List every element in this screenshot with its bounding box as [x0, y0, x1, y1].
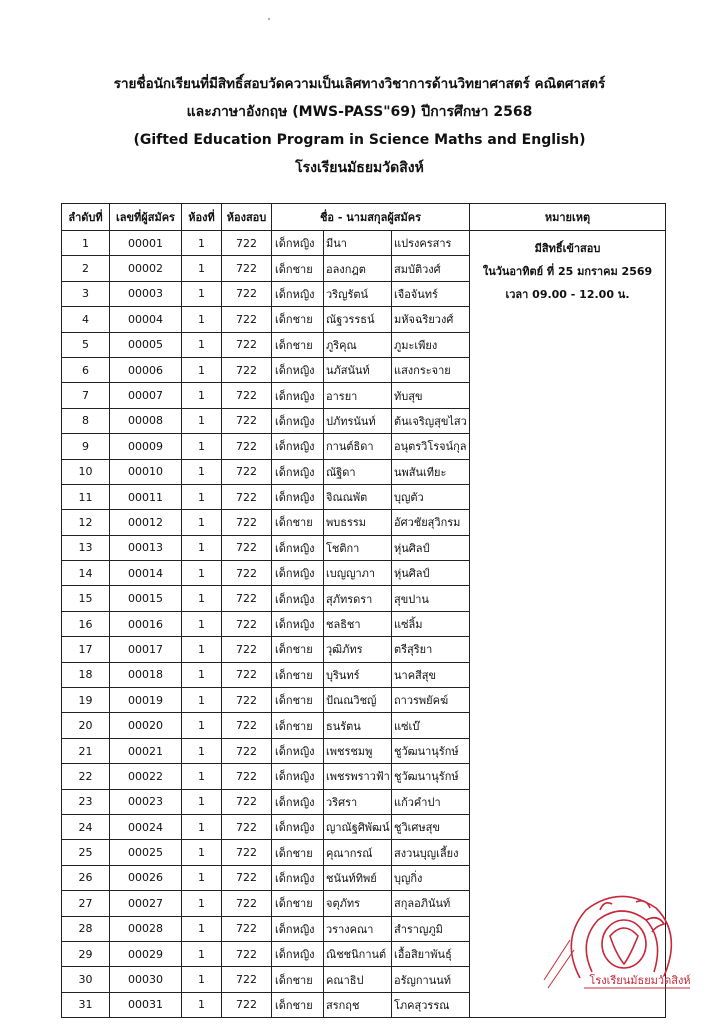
cell-room: 1 [182, 713, 222, 738]
cell-title: เด็กหญิง [272, 281, 324, 306]
cell-no: 9 [62, 434, 110, 459]
cell-first-name: บุรินทร์ [324, 662, 392, 687]
cell-no: 31 [62, 992, 110, 1017]
cell-title: เด็กชาย [272, 332, 324, 357]
cell-first-name: โชติกา [324, 535, 392, 560]
cell-room: 1 [182, 510, 222, 535]
cell-first-name: ญาณัฐศิพัฒน์ [324, 814, 392, 839]
cell-last-name: แก้วคำปา [392, 789, 470, 814]
cell-no: 1 [62, 231, 110, 256]
cell-first-name: อลงกฎต [324, 256, 392, 281]
cell-exam-room: 722 [222, 535, 272, 560]
cell-no: 14 [62, 561, 110, 586]
cell-app-no: 00008 [110, 408, 182, 433]
cell-exam-room: 722 [222, 332, 272, 357]
scan-speck [268, 18, 270, 20]
cell-last-name: โภคสุวรรณ [392, 992, 470, 1017]
cell-title: เด็กหญิง [272, 738, 324, 763]
cell-exam-room: 722 [222, 459, 272, 484]
cell-room: 1 [182, 865, 222, 890]
cell-last-name: แซ่เบ๊ [392, 713, 470, 738]
cell-no: 23 [62, 789, 110, 814]
cell-app-no: 00027 [110, 891, 182, 916]
cell-app-no: 00031 [110, 992, 182, 1017]
cell-no: 22 [62, 764, 110, 789]
cell-first-name: ชนันท์ทิพย์ [324, 865, 392, 890]
cell-room: 1 [182, 357, 222, 382]
cell-title: เด็กชาย [272, 688, 324, 713]
cell-no: 27 [62, 891, 110, 916]
cell-first-name: คณาธิป [324, 967, 392, 992]
cell-app-no: 00020 [110, 713, 182, 738]
cell-last-name: หุ่นศิลป์ [392, 535, 470, 560]
cell-app-no: 00019 [110, 688, 182, 713]
cell-first-name: จตุภัทร [324, 891, 392, 916]
cell-first-name: ปัณณวิชญ์ [324, 688, 392, 713]
cell-room: 1 [182, 814, 222, 839]
cell-title: เด็กหญิง [272, 586, 324, 611]
cell-no: 30 [62, 967, 110, 992]
cell-room: 1 [182, 561, 222, 586]
cell-app-no: 00016 [110, 611, 182, 636]
cell-exam-room: 722 [222, 688, 272, 713]
cell-room: 1 [182, 764, 222, 789]
cell-title: เด็กหญิง [272, 561, 324, 586]
cell-title: เด็กหญิง [272, 789, 324, 814]
cell-no: 12 [62, 510, 110, 535]
cell-no: 21 [62, 738, 110, 763]
cell-exam-room: 722 [222, 967, 272, 992]
cell-exam-room: 722 [222, 231, 272, 256]
remark-line2: ในวันอาทิตย์ ที่ 25 มกราคม 2569 [482, 265, 653, 278]
cell-app-no: 00007 [110, 383, 182, 408]
cell-last-name: แปรงครสาร [392, 231, 470, 256]
cell-title: เด็กหญิง [272, 484, 324, 509]
cell-last-name: ตรีสุริยา [392, 637, 470, 662]
cell-first-name: ภูริคุณ [324, 332, 392, 357]
cell-app-no: 00005 [110, 332, 182, 357]
cell-room: 1 [182, 941, 222, 966]
cell-title: เด็กชาย [272, 662, 324, 687]
cell-first-name: อารยา [324, 383, 392, 408]
cell-exam-room: 722 [222, 814, 272, 839]
cell-app-no: 00012 [110, 510, 182, 535]
cell-first-name: สุภัทรดรา [324, 586, 392, 611]
cell-room: 1 [182, 637, 222, 662]
cell-title: เด็กชาย [272, 510, 324, 535]
cell-title: เด็กหญิง [272, 459, 324, 484]
cell-exam-room: 722 [222, 434, 272, 459]
cell-no: 7 [62, 383, 110, 408]
cell-title: เด็กหญิง [272, 357, 324, 382]
table-row [62, 231, 666, 256]
cell-exam-room: 722 [222, 738, 272, 763]
cell-title: เด็กชาย [272, 713, 324, 738]
title-line-1: รายชื่อนักเรียนที่มีสิทธิ์สอบวัดความเป็นเลิศทางวิชาการด้านวิทยาศาสตร์ คณิตศาสตร์ [113, 76, 606, 92]
cell-room: 1 [182, 383, 222, 408]
cell-last-name: บุญตัว [392, 484, 470, 509]
cell-first-name: ธนรัตน [324, 713, 392, 738]
school-name: โรงเรียนมัธยมวัดสิงห์ [295, 160, 424, 176]
cell-exam-room: 722 [222, 611, 272, 636]
cell-exam-room: 722 [222, 586, 272, 611]
cell-title: เด็กชาย [272, 256, 324, 281]
table-header-row [62, 204, 666, 231]
cell-room: 1 [182, 408, 222, 433]
cell-exam-room: 722 [222, 764, 272, 789]
cell-room: 1 [182, 586, 222, 611]
cell-no: 6 [62, 357, 110, 382]
cell-title: เด็กหญิง [272, 434, 324, 459]
cell-last-name: หุ่นศิลป์ [392, 561, 470, 586]
cell-first-name: เพชรพราวฟ้า [324, 764, 392, 789]
cell-app-no: 00028 [110, 916, 182, 941]
cell-last-name: ทับสุข [392, 383, 470, 408]
cell-last-name: อัศวชัยสุวิกรม [392, 510, 470, 535]
remark-line3: เวลา 09.00 - 12.00 น. [505, 288, 630, 301]
col-header-exam-room: ห้องสอบ [222, 204, 272, 231]
cell-room: 1 [182, 281, 222, 306]
cell-no: 20 [62, 713, 110, 738]
cell-exam-room: 722 [222, 662, 272, 687]
cell-first-name: วุฒิภัทร [324, 637, 392, 662]
cell-no: 29 [62, 941, 110, 966]
cell-last-name: ชูวัฒนานุรักษ์ [392, 764, 470, 789]
cell-title: เด็กชาย [272, 840, 324, 865]
cell-first-name: เพชรชมพู [324, 738, 392, 763]
cell-last-name: ภูมะเพียง [392, 332, 470, 357]
cell-last-name: ถาวรพยัคฆ์ [392, 688, 470, 713]
cell-room: 1 [182, 459, 222, 484]
cell-first-name: มีนา [324, 231, 392, 256]
cell-first-name: ปภัทรนันท์ [324, 408, 392, 433]
cell-last-name: สุขปาน [392, 586, 470, 611]
school-seal-stamp [540, 880, 700, 1000]
cell-title: เด็กหญิง [272, 383, 324, 408]
cell-app-no: 00001 [110, 231, 182, 256]
cell-first-name: กานต์ธิดา [324, 434, 392, 459]
cell-exam-room: 722 [222, 637, 272, 662]
cell-room: 1 [182, 840, 222, 865]
cell-title: เด็กหญิง [272, 231, 324, 256]
cell-no: 18 [62, 662, 110, 687]
cell-no: 3 [62, 281, 110, 306]
cell-last-name: สกุลอภินันท์ [392, 891, 470, 916]
cell-room: 1 [182, 916, 222, 941]
cell-app-no: 00025 [110, 840, 182, 865]
cell-no: 25 [62, 840, 110, 865]
cell-last-name: อนุตรวิโรจน์กุล [392, 434, 470, 459]
cell-room: 1 [182, 256, 222, 281]
cell-no: 10 [62, 459, 110, 484]
cell-last-name: นาคสีสุข [392, 662, 470, 687]
cell-exam-room: 722 [222, 307, 272, 332]
cell-no: 16 [62, 611, 110, 636]
cell-app-no: 00014 [110, 561, 182, 586]
title-line-3: (Gifted Education Program in Science Maths and English) [133, 132, 586, 148]
cell-room: 1 [182, 738, 222, 763]
cell-first-name: ชลธิชา [324, 611, 392, 636]
cell-exam-room: 722 [222, 357, 272, 382]
cell-first-name: จิณณพัต [324, 484, 392, 509]
cell-last-name: แซ่ลิ้ม [392, 611, 470, 636]
cell-title: เด็กหญิง [272, 865, 324, 890]
cell-exam-room: 722 [222, 383, 272, 408]
remark-line1: มีสิทธิ์เข้าสอบ [534, 242, 601, 255]
cell-no: 13 [62, 535, 110, 560]
cell-last-name: สำราญภูมิ [392, 916, 470, 941]
cell-last-name: เจือจันทร์ [392, 281, 470, 306]
cell-app-no: 00010 [110, 459, 182, 484]
col-header-no: ลำดับที่ [62, 204, 110, 231]
cell-exam-room: 722 [222, 281, 272, 306]
cell-title: เด็กหญิง [272, 814, 324, 839]
cell-room: 1 [182, 484, 222, 509]
cell-no: 4 [62, 307, 110, 332]
cell-exam-room: 722 [222, 789, 272, 814]
cell-app-no: 00024 [110, 814, 182, 839]
cell-exam-room: 722 [222, 256, 272, 281]
cell-title: เด็กหญิง [272, 408, 324, 433]
cell-last-name: เอื้อสิยาพันธุ์ [392, 941, 470, 966]
cell-room: 1 [182, 611, 222, 636]
cell-title: เด็กชาย [272, 637, 324, 662]
cell-exam-room: 722 [222, 408, 272, 433]
cell-room: 1 [182, 891, 222, 916]
cell-first-name: สรกฤช [324, 992, 392, 1017]
cell-app-no: 00023 [110, 789, 182, 814]
cell-no: 19 [62, 688, 110, 713]
cell-room: 1 [182, 662, 222, 687]
cell-last-name: แสงกระจาย [392, 357, 470, 382]
remark-text [470, 231, 665, 306]
cell-app-no: 00011 [110, 484, 182, 509]
cell-app-no: 00003 [110, 281, 182, 306]
stamp-text: โรงเรียนมัธยมวัดสิงห์ [589, 974, 691, 987]
cell-no: 11 [62, 484, 110, 509]
cell-exam-room: 722 [222, 865, 272, 890]
cell-first-name: ณัฐวรรธน์ [324, 307, 392, 332]
cell-title: เด็กชาย [272, 967, 324, 992]
cell-first-name: เบญญาภา [324, 561, 392, 586]
cell-exam-room: 722 [222, 840, 272, 865]
cell-app-no: 00009 [110, 434, 182, 459]
cell-exam-room: 722 [222, 992, 272, 1017]
cell-last-name: ชูวัฒนานุรักษ์ [392, 738, 470, 763]
cell-room: 1 [182, 307, 222, 332]
cell-exam-room: 722 [222, 891, 272, 916]
cell-app-no: 00006 [110, 357, 182, 382]
cell-last-name: อรัญกานนท์ [392, 967, 470, 992]
cell-no: 26 [62, 865, 110, 890]
cell-last-name: บุญกิ่ง [392, 865, 470, 890]
cell-first-name: วริญรัตน์ [324, 281, 392, 306]
cell-no: 15 [62, 586, 110, 611]
col-header-room: ห้องที่ [182, 204, 222, 231]
cell-room: 1 [182, 789, 222, 814]
cell-title: เด็กหญิง [272, 916, 324, 941]
col-header-app-no: เลขที่ผู้สมัคร [110, 204, 182, 231]
cell-room: 1 [182, 688, 222, 713]
cell-app-no: 00029 [110, 941, 182, 966]
cell-no: 24 [62, 814, 110, 839]
cell-exam-room: 722 [222, 561, 272, 586]
col-header-remark: หมายเหตุ [470, 204, 666, 231]
cell-first-name: นภัสนันท์ [324, 357, 392, 382]
cell-first-name: วริศรา [324, 789, 392, 814]
cell-exam-room: 722 [222, 713, 272, 738]
cell-room: 1 [182, 231, 222, 256]
cell-last-name: นพสันเทียะ [392, 459, 470, 484]
cell-no: 2 [62, 256, 110, 281]
cell-title: เด็กหญิง [272, 764, 324, 789]
cell-app-no: 00004 [110, 307, 182, 332]
cell-no: 5 [62, 332, 110, 357]
cell-room: 1 [182, 434, 222, 459]
cell-app-no: 00026 [110, 865, 182, 890]
cell-title: เด็กหญิง [272, 535, 324, 560]
cell-title: เด็กชาย [272, 992, 324, 1017]
cell-exam-room: 722 [222, 916, 272, 941]
cell-title: เด็กชาย [272, 891, 324, 916]
cell-last-name: ชูวิเศษสุข [392, 814, 470, 839]
cell-app-no: 00013 [110, 535, 182, 560]
cell-app-no: 00018 [110, 662, 182, 687]
cell-room: 1 [182, 967, 222, 992]
cell-app-no: 00022 [110, 764, 182, 789]
cell-title: เด็กหญิง [272, 941, 324, 966]
document-header [0, 70, 719, 182]
cell-room: 1 [182, 535, 222, 560]
cell-no: 28 [62, 916, 110, 941]
cell-title: เด็กหญิง [272, 611, 324, 636]
cell-no: 17 [62, 637, 110, 662]
cell-room: 1 [182, 992, 222, 1017]
cell-last-name: ต้นเจริญสุขไสว [392, 408, 470, 433]
cell-no: 8 [62, 408, 110, 433]
col-header-name: ชื่อ - นามสกุลผู้สมัคร [272, 204, 470, 231]
cell-first-name: คุณากรณ์ [324, 840, 392, 865]
cell-last-name: สงวนบุญเลี้ยง [392, 840, 470, 865]
cell-first-name: ณัฐิดา [324, 459, 392, 484]
cell-exam-room: 722 [222, 484, 272, 509]
cell-app-no: 00002 [110, 256, 182, 281]
cell-app-no: 00030 [110, 967, 182, 992]
cell-last-name: มหัจฉริยวงศ์ [392, 307, 470, 332]
title-line-2: และภาษาอังกฤษ (MWS-PASS"69) ปีการศึกษา 2568 [186, 104, 533, 120]
cell-first-name: วรางคณา [324, 916, 392, 941]
cell-exam-room: 722 [222, 941, 272, 966]
cell-last-name: สมบัติวงศ์ [392, 256, 470, 281]
cell-first-name: พบธรรม [324, 510, 392, 535]
cell-app-no: 00017 [110, 637, 182, 662]
cell-app-no: 00015 [110, 586, 182, 611]
cell-app-no: 00021 [110, 738, 182, 763]
cell-title: เด็กชาย [272, 307, 324, 332]
cell-first-name: ณิชชนิกานต์ [324, 941, 392, 966]
cell-exam-room: 722 [222, 510, 272, 535]
cell-room: 1 [182, 332, 222, 357]
